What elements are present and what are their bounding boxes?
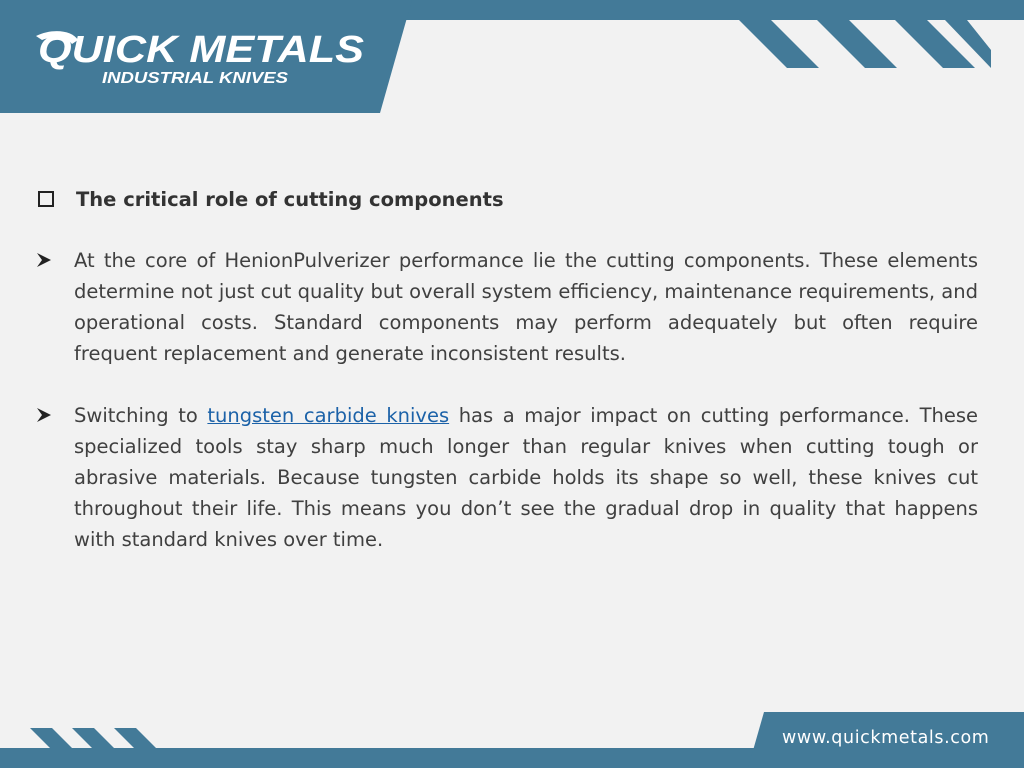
paragraph-text: At the core of HenionPulverizer performance lie the cutting components. These elements determine not just cut quality but overall system efficiency, maintenance requirements, and operational costs. Standard components may perform adequately but often require frequent replacement and generate inconsistent results. <box>74 249 978 365</box>
content-area <box>36 184 978 555</box>
website-url[interactable]: www.quickmetals.com <box>782 728 990 748</box>
paragraph-text-after: has a major impact on cutting performance. These specialized tools stay sharp much longer than regular knives when cutting tough or abrasive materials. Because tungsten carbide holds its shape so well, these knives cut throughout their life. This means you don’t see the gradual drop in quality that happens with standard knives over time. <box>74 404 978 551</box>
bullet-paragraph <box>36 400 978 555</box>
logo-title: QUICK METALS <box>38 29 364 71</box>
bullet-paragraph <box>36 245 978 369</box>
tungsten-carbide-knives-link[interactable]: tungsten carbide knives <box>207 404 450 427</box>
arrow-bullet-icon <box>36 407 52 423</box>
paragraph-text-before: Switching to <box>74 404 208 427</box>
arrow-bullet-icon <box>36 252 52 268</box>
section-heading-row <box>36 184 978 214</box>
decorative-stripes-top <box>735 20 995 68</box>
logo-tagline: INDUSTRIAL KNIVES <box>102 70 289 87</box>
checkbox-icon <box>38 191 54 207</box>
quick-metals-logo[interactable] <box>32 26 372 96</box>
section-heading: The critical role of cutting components <box>76 187 504 211</box>
